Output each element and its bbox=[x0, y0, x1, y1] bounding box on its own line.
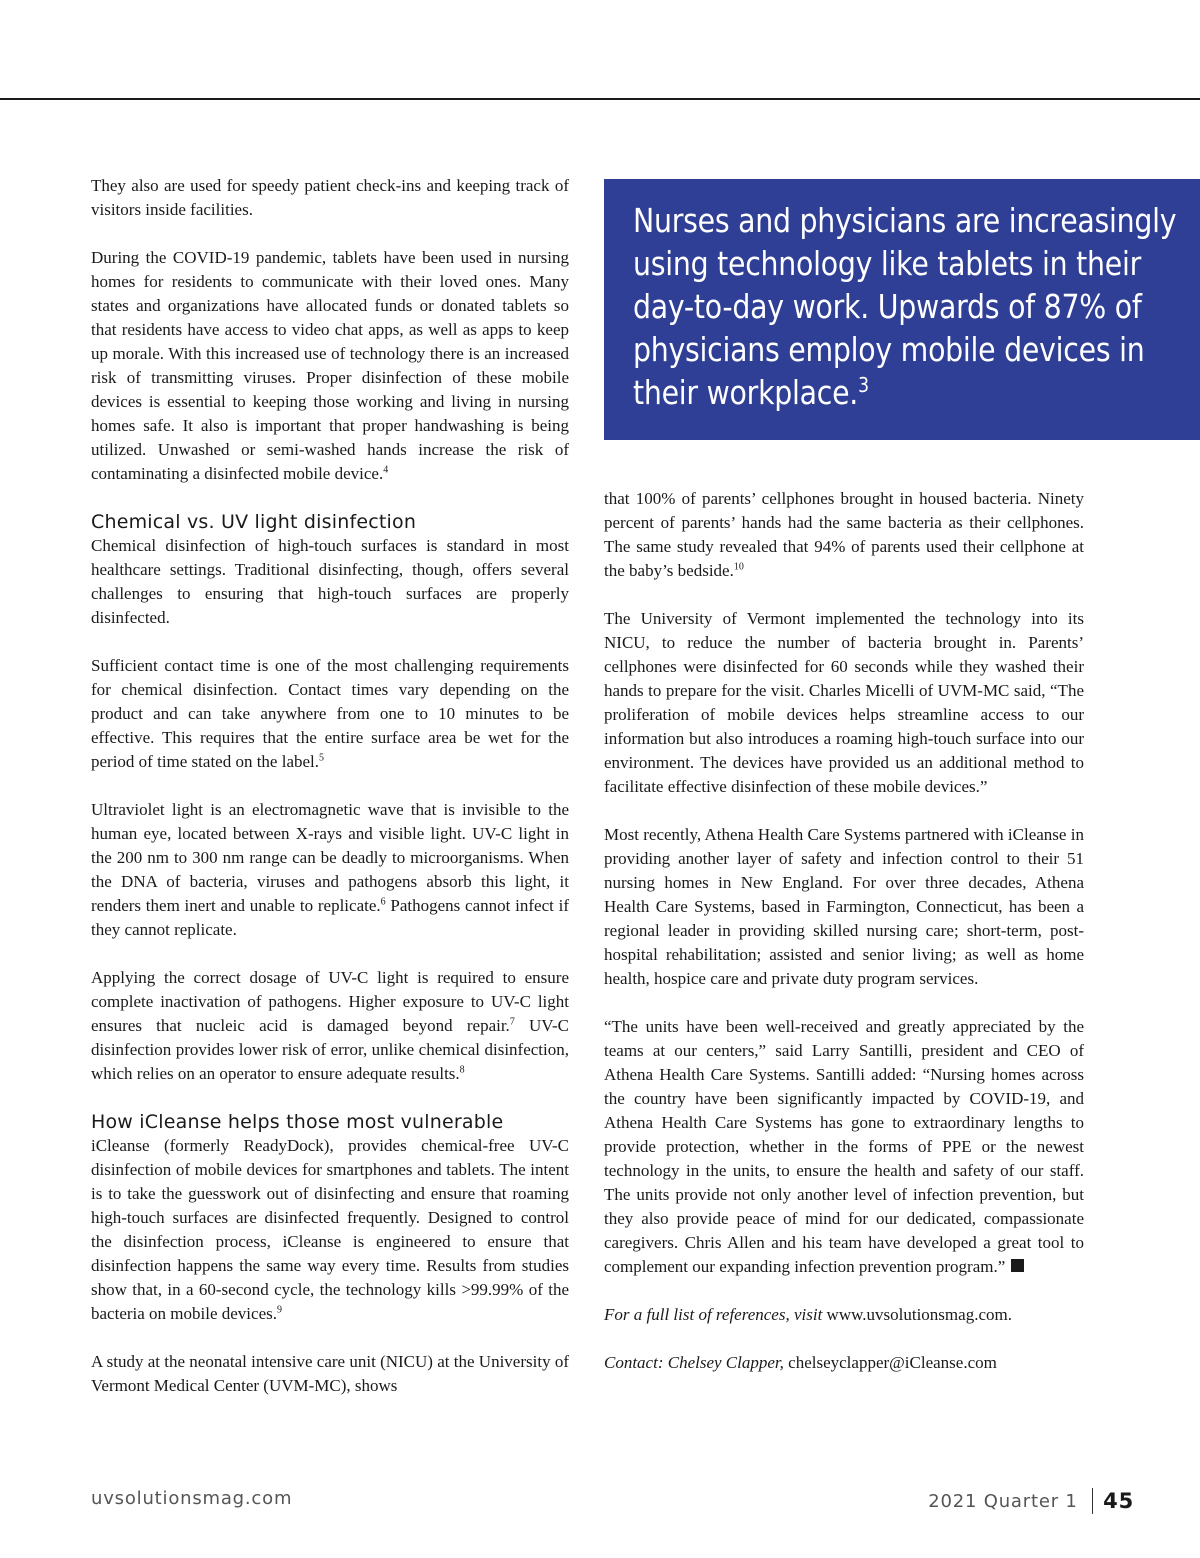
footer-issue-block bbox=[928, 1488, 1134, 1514]
left-column bbox=[91, 174, 569, 1398]
section-heading-icleanse: How iCleanse helps those most vulnerable bbox=[91, 1111, 504, 1133]
references-line: For a full list of references, visit www.uvsolutionsmag.com. bbox=[604, 1305, 1012, 1324]
references-link[interactable]: www.uvsolutionsmag.com. bbox=[826, 1305, 1012, 1324]
paragraph: that 100% of parents’ cellphones brought in housed bacteria. Ninety percent of parents’ hands had the same bacteria as their cellphones. The same study revealed that 94% of parents used their cellphone at the baby’s bedside.$^{10}$ bbox=[604, 489, 1084, 580]
contact-email-link[interactable]: chelseyclapper@iCleanse.com bbox=[788, 1353, 997, 1372]
footnote-ref: 4 bbox=[383, 464, 389, 476]
paragraph: A study at the neonatal intensive care unit (NICU) at the University of Vermont Medical Center (UVM-MC), shows bbox=[91, 1352, 569, 1395]
end-of-article-mark bbox=[1011, 1259, 1024, 1272]
paragraph: The University of Vermont implemented the technology into its NICU, to reduce the number of bacteria brought in. Parents’ cellphones were disinfected for 60 seconds while they washed their hands to prepare for the visit. Charles Micelli of UVM-MC said, “The proliferation of mobile devices helps streamline access to our information but also introduces a roaming high-touch surface into our environment. The devices have provided us an additional method to facilitate effective disinfection of these mobile devices.” bbox=[604, 609, 1084, 796]
footnote-ref: 9 bbox=[276, 1304, 282, 1316]
pull-quote-box bbox=[604, 179, 1200, 440]
page-number: 45 bbox=[1103, 1489, 1134, 1513]
section-heading-chemical-vs-uv: Chemical vs. UV light disinfection bbox=[91, 511, 417, 533]
paragraph: “The units have been well-received and greatly appreciated by the teams at our centers,” said Larry Santilli, president and CEO of Athena Health Care Systems. Santilli added: “Nursing homes across the country have been significantly impacted by COVID-19, and Athena Health Care Systems has gone to extraordinary lengths to provide protection, whether in the forms of PPE or the newest technology in the units, to ensure the health and safety of our staff. The units provide not only another level of infection prevention, but they also provide peace of mind for our dedicated, compassionate caregivers. Chris Allen and his team have developed a great tool to complement our expanding infection prevention program.” bbox=[604, 1017, 1084, 1276]
footnote-ref: 7 bbox=[509, 1016, 515, 1028]
footnote-ref: 6 bbox=[380, 896, 386, 908]
paragraph: During the COVID-19 pandemic, tablets have been used in nursing homes for residents to communicate with their loved ones. Many states and organizations have allocated funds or donated tablets so that residents have access to video chat apps, as well as apps to keep up morale. With this increased use of technology there is an increased risk of transmitting viruses. Proper disinfection of these mobile devices is essential to keeping those working and living in nursing homes safe. It also is important that proper handwashing is being utilized. Unwashed or semi-washed hands increase the risk of contaminating a disinfected mobile device.$^4$ bbox=[91, 248, 569, 483]
footnote-ref: 3 bbox=[858, 373, 869, 397]
footnote-ref: 8 bbox=[459, 1064, 465, 1076]
footer-divider bbox=[1092, 1488, 1094, 1514]
top-rule bbox=[0, 98, 1200, 100]
paragraph: They also are used for speedy patient check-ins and keeping track of visitors inside facilities. bbox=[91, 176, 569, 219]
footer-site: uvsolutionsmag.com bbox=[91, 1488, 293, 1509]
paragraph: Applying the correct dosage of UV-C light is required to ensure complete inactivation of pathogens. Higher exposure to UV-C light ensures that nucleic acid is damaged beyond repair.$^7$ UV-C disinfection provides lower risk of error, unlike chemical disinfection, which relies on an operator to ensure adequate results.$^8$ bbox=[91, 968, 569, 1083]
paragraph: Ultraviolet light is an electromagnetic wave that is invisible to the human eye, located between X-rays and visible light. UV-C light in the 200 nm to 300 nm range can be deadly to microorganisms. When the DNA of bacteria, viruses and pathogens absorb this light, it renders them inert and unable to replicate.$^6$ Pathogens cannot infect if they cannot replicate. bbox=[91, 800, 569, 939]
paragraph: iCleanse (formerly ReadyDock), provides chemical-free UV-C disinfection of mobile devices for smartphones and tablets. The intent is to take the guesswork out of disinfecting and ensure that roaming high-touch surfaces are disinfected frequently. Designed to control the disinfection process, iCleanse is engineered to ensure that disinfection happens the same way every time. Results from studies show that, in a 60-second cycle, the technology kills >99.99% of the bacteria on mobile devices.$^9$ bbox=[91, 1136, 569, 1323]
paragraph: Sufficient contact time is one of the most challenging requirements for chemical disinfection. Contact times vary depending on the product and can take anywhere from one to 10 minutes to be effective. This requires that the entire surface area be wet for the period of time stated on the label.$^5$ bbox=[91, 656, 569, 771]
footer-issue: 2021 Quarter 1 bbox=[928, 1490, 1078, 1512]
paragraph: Chemical disinfection of high-touch surfaces is standard in most healthcare settings. Traditional disinfecting, though, offers several challenges to ensuring that high-touch surfaces are properly disinfected. bbox=[91, 536, 569, 627]
footnote-ref: 10 bbox=[733, 561, 744, 573]
contact-line: Contact: Chelsey Clapper, chelseyclapper@iCleanse.com bbox=[604, 1353, 997, 1372]
paragraph: Most recently, Athena Health Care Systems partnered with iCleanse in providing another layer of safety and infection control to their 51 nursing homes in New England. For over three decades, Athena Health Care Systems, based in Farmington, Connecticut, has been a regional leader in providing skilled nursing care; short-term, post-hospital rehabilitation; assisted and senior living; as well as home health, hospice care and private duty program services. bbox=[604, 825, 1084, 988]
pull-quote-text: Nurses and physicians are increasingly using technology like tablets in their day-to-day work. Upwards of 87% of physicians employ mobile devices in their workplace.$^3$ bbox=[633, 201, 1177, 412]
footnote-ref: 5 bbox=[319, 752, 325, 764]
right-column bbox=[604, 487, 1084, 1375]
